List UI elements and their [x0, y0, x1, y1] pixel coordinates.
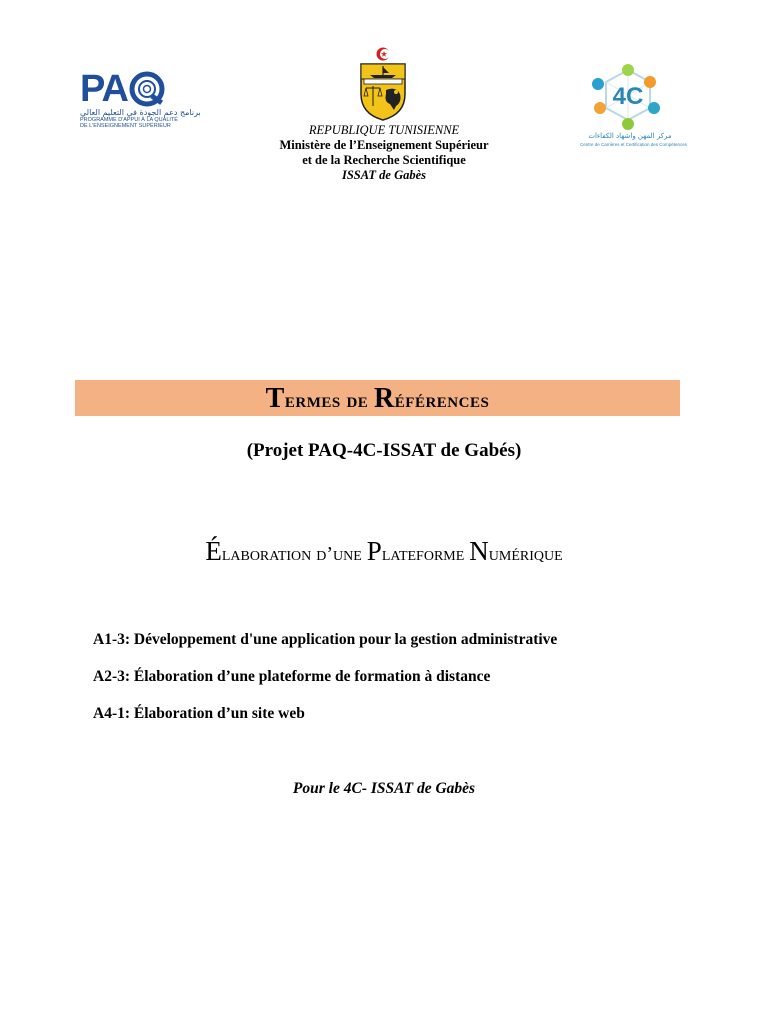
- paq-logo-letters: PA: [80, 68, 128, 110]
- c4-arabic-caption: مركز المهن واشهاد الكفاءات: [588, 132, 672, 140]
- republic-heading: REPUBLIQUE TUNISIENNE: [308, 123, 460, 137]
- project-subtitle: (Projet PAQ-4C-ISSAT de Gabés): [246, 440, 522, 461]
- c4-logo-text: 4C: [612, 83, 644, 110]
- c4-network-icon: [580, 62, 680, 132]
- tunisia-coat-of-arms-icon: [356, 46, 410, 122]
- paq-fr-caption-2: DE L'ENSEIGNEMENT SUPÉRIEUR: [80, 123, 171, 129]
- c4-fr-caption: Centre de Carrières et Certification des Compétences: [580, 142, 688, 147]
- ministry-line-2: et de la Recherche Scientifique: [302, 153, 466, 167]
- paq-fr-caption-1: PROGRAMME D'APPUI À LA QUALITÉ: [80, 117, 178, 123]
- ministry-line-1: Ministère de l’Enseignement Supérieur: [279, 138, 489, 152]
- institution-name: ISSAT de Gabès: [341, 168, 427, 182]
- footer-line: Pour le 4C- ISSAT de Gabès: [292, 780, 476, 797]
- platform-heading: Élaboration d’une Plateforme Numérique: [205, 536, 563, 566]
- activity-item: A1-3: Développement d'une application pour la gestion administrative: [93, 631, 558, 648]
- activity-item: A2-3: Élaboration d’une plateforme de formation à distance: [93, 668, 491, 685]
- document-title: Termes de Références: [265, 383, 490, 414]
- paq-q-icon: [129, 71, 165, 107]
- paq-arabic-caption: برنامج دعم الجودة في التعليم العالي: [80, 108, 201, 117]
- paq-logo: [80, 68, 201, 129]
- activity-item: A4-1: Élaboration d’un site web: [93, 705, 305, 722]
